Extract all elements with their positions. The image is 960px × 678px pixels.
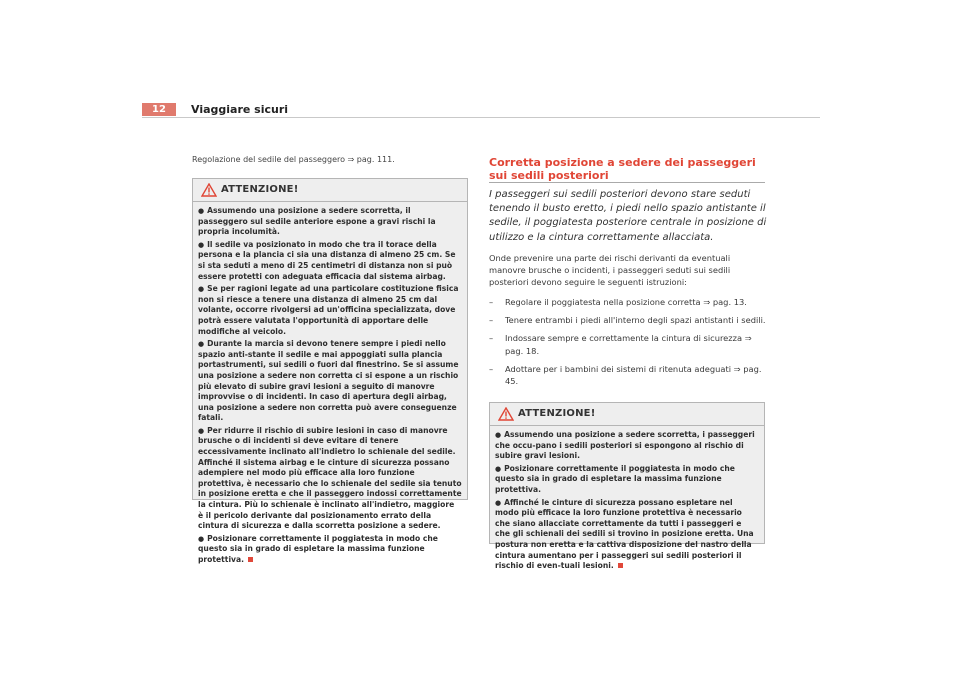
instruction-item: – Adottare per i bambini dei sistemi di ritenuta adeguati ⇒ pag. 45. — [489, 363, 762, 387]
page-title: Viaggiare sicuri — [191, 103, 289, 116]
warning-item: ● Affinché le cinture di sicurezza possano espletare nel modo più efficace la loro funzione protettiva è necessario che siano allacciate correttamente da tutti i passeggeri e che gli schienali dei sedili si trovino in posizione eretta. Una postura non eretta e la cattiva disposizione del nastro della cintura aumentano per i passeggeri sui sedili posteriori il rischio di even-tuali lesioni. — [495, 497, 754, 571]
end-mark-icon — [618, 563, 623, 568]
warning-box-right — [489, 402, 765, 571]
section-body: Onde prevenire una parte dei rischi derivanti da eventuali manovre brusche o incidenti, i passeggeri seduti sui sedili posteriori devono seguire le seguenti istruzioni: — [489, 253, 731, 288]
intro-reference: Regolazione del sedile del passeggero ⇒ pag. 111. — [192, 155, 395, 164]
warning-item: ● Assumendo una posizione a sedere scorretta, il passeggero sul sedile anteriore espone a gravi rischi la propria incolumità. — [198, 206, 436, 237]
instruction-item: – Indossare sempre e correttamente la cintura di sicurezza ⇒ pag. 18. — [489, 333, 752, 356]
warning-title: ATTENZIONE! — [518, 408, 596, 419]
warning-list — [193, 202, 467, 566]
end-mark-icon — [248, 557, 253, 562]
warning-title: ATTENZIONE! — [221, 184, 299, 195]
warning-triangle-icon — [498, 407, 514, 421]
warning-item: ● Per ridurre il rischio di subire lesioni in caso di manovre brusche o di incidenti si deve evitare di tenere eccessivamente inclinato all'indietro lo schienale del sedile. Affinché il sistema airbag e le cinture di sicurezza possano adempiere nel modo più efficace alla loro funzione protettiva, è necessario che lo schienale del sedile sia tenuto in posizione eretta e che il passeggero indossi correttamente la cintura. Più lo schienale è inclinato all'indietro, maggiore è il pericolo derivante dal posizionamento errato della cintura di sicurezza e dalla scorretta posizione a sedere. — [198, 425, 462, 531]
warning-item: ● Posizionare correttamente il poggiatesta in modo che questo sia in grado di espletare la massima funzione protettiva. — [198, 533, 438, 564]
header-divider — [142, 117, 820, 118]
page-number: 12 — [142, 103, 176, 116]
instruction-item: – Regolare il poggiatesta nella posizione corretta ⇒ pag. 13. — [489, 297, 747, 307]
warning-item: ● Posizionare correttamente il poggiatesta in modo che questo sia in grado di espletare la massima funzione protettiva. — [495, 463, 735, 494]
warning-box-left — [192, 178, 468, 564]
warning-list — [490, 426, 764, 572]
warning-triangle-icon — [201, 183, 217, 197]
warning-item: ● Assumendo una posizione a sedere scorretta, i passeggeri che occu-pano i sedili posteriori si espongono al rischio di subire gravi lesioni. — [495, 430, 755, 461]
instruction-list — [489, 296, 769, 393]
section-heading: Corretta posizione a sedere dei passeggeri sui sedili posteriori — [489, 156, 756, 182]
warning-header — [490, 403, 764, 426]
warning-item: ● Durante la marcia si devono tenere sempre i piedi nello spazio anti-stante il sedile e mai appoggiati sulla plancia portastrumenti, sui sedili o fuori dal finestrino. Se si assume una posizione a sedere non corretta ci si espone a un rischio più elevato di subire gravi lesioni a seguito di manovre improvvise o di incidenti. In caso di apertura degli airbag, una posizione a sedere non corretta può avere conseguenze fatali. — [198, 339, 459, 423]
section-divider — [489, 182, 765, 183]
section-lead: I passeggeri sui sedili posteriori devono stare seduti tenendo il busto eretto, i piedi nello spazio antistante il sedile, il poggiatesta posteriore centrale in posizione di utilizzo e la cintura correttamente allacciata. — [489, 189, 767, 243]
warning-header — [193, 179, 467, 202]
instruction-item: – Tenere entrambi i piedi all'interno degli spazi antistanti i sedili. — [489, 315, 766, 326]
warning-item: ● Se per ragioni legate ad una particolare costituzione fisica non si riesce a tenere una distanza di almeno 25 cm dal volante, occorre rivolgersi ad un'officina specializzata, dove potrà essere valutata l'opportunità di apportare delle modifiche al veicolo. — [198, 284, 459, 336]
warning-item: ● Il sedile va posizionato in modo che tra il torace della persona e la plancia ci sia una distanza di almeno 25 cm. Se si sta seduti a meno di 25 centimetri di distanza non si può essere protetti con adeguata efficacia dal sistema airbag. — [198, 239, 456, 281]
